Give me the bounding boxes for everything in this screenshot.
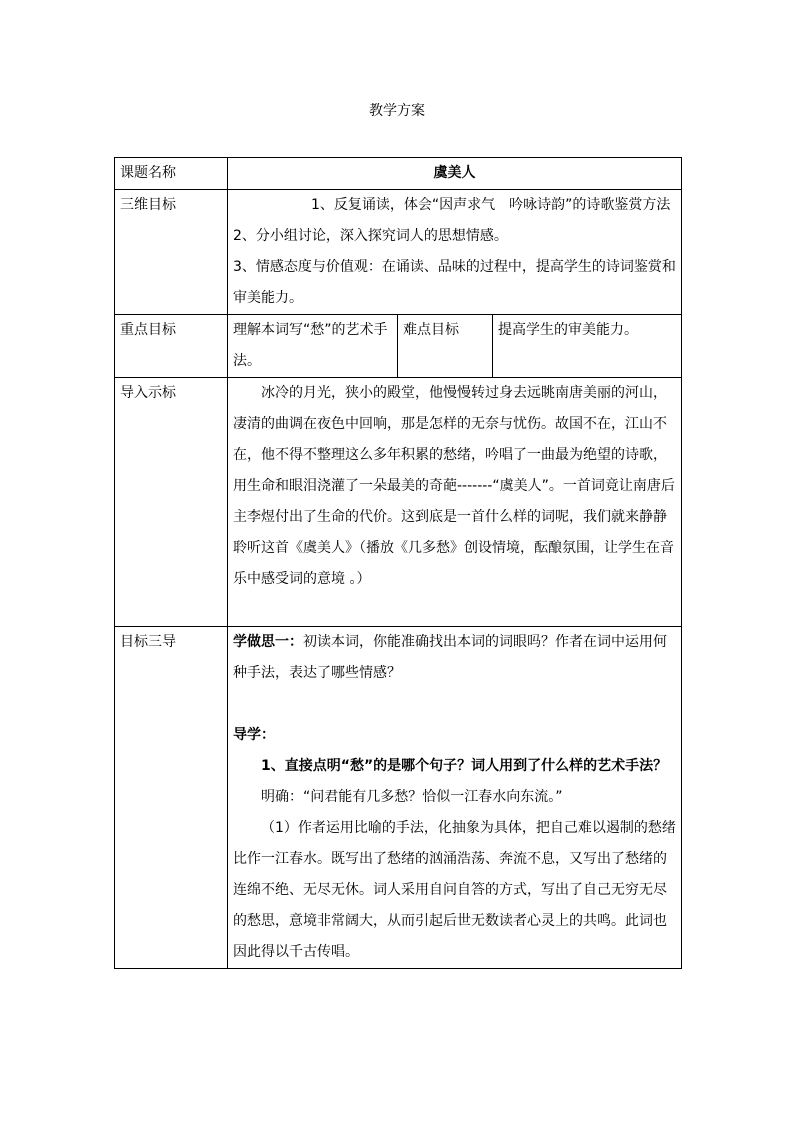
objective-2: 2、分小组讨论，深入探究词人的思想情感。 (233, 228, 508, 244)
document-heading: 教学方案 (369, 103, 425, 119)
guide-analysis: （1）作者运用比喻的手法，化抽象为具体，把自己难以遏制的愁绪比作一江春水。既写出了愁绪的汹涌浩荡、奔流不息，又写出了愁绪的连绵不绝、无尽无休。词人采用自问自答的方式，写出了自己无穷无尽的愁思，意境非常阔大，从而引起后世无数读者心灵上的共鸣。此词也因此得以千古传唱。 (233, 820, 676, 960)
topic-value: 虞美人 (228, 158, 682, 190)
label-key-point: 重点目标 (115, 315, 228, 378)
blank-line (233, 595, 676, 626)
guide-answer: 明确：“问君能有几多愁？恰似一江春水向东流。” (261, 789, 563, 805)
row-key-points (115, 315, 682, 378)
row-objectives (115, 190, 682, 315)
row-guidance (115, 627, 682, 969)
objective-3: 3、情感态度与价值观：在诵读、品味的过程中，提高学生的诗词鉴赏和审美能力。 (233, 259, 676, 306)
guide-label: 导学： (233, 727, 275, 743)
label-topic: 课题名称 (115, 158, 228, 190)
guide-point-1: 1、直接点明“愁”的是哪个句子？词人用到了什么样的艺术手法？ (261, 758, 668, 774)
question-paragraph (233, 627, 676, 689)
label-introduction: 导入示标 (115, 378, 228, 627)
introduction-content (228, 378, 682, 627)
introduction-text: 冰冷的月光，狭小的殿堂，他慢慢转过身去远眺南唐美丽的河山，凄清的曲调在夜色中回响，那是怎样的无奈与忧伤。故国不在，江山不在，他不得不整理这么多年积累的愁绪，吟唱了一曲最为绝望的诗歌，用生命和眼泪浇灌了一朵最美的奇葩-------“虞美人”。一首词竟让南唐后主李煜付出了生命的代价。这到底是一首什么样的词呢，我们就来静静聆听这首《虞美人》（播放《几多愁》创设情境，酝酿氛围，让学生在音乐中感受词的意境 。） (233, 385, 675, 587)
question-text: 初读本词，你能准确找出本词的词眼吗？作者在词中运用何种手法，表达了哪些情感？ (233, 634, 667, 681)
objective-1: 1、反复诵读，体会“因声求气 吟咏诗韵”的诗歌鉴赏方法 (311, 197, 671, 213)
blank-line (233, 689, 676, 720)
objectives-content (228, 190, 682, 315)
key-point-value: 理解本词写“愁”的艺术手法。 (228, 315, 398, 378)
row-topic (115, 158, 682, 190)
label-guidance: 目标三导 (115, 627, 228, 969)
difficulty-value: 提高学生的审美能力。 (493, 315, 682, 378)
guidance-content (228, 627, 682, 969)
question-title: 学做思一： (233, 634, 303, 650)
label-difficulty: 难点目标 (398, 315, 493, 378)
lesson-plan-table (114, 157, 682, 969)
row-introduction (115, 378, 682, 627)
label-objectives: 三维目标 (115, 190, 228, 315)
